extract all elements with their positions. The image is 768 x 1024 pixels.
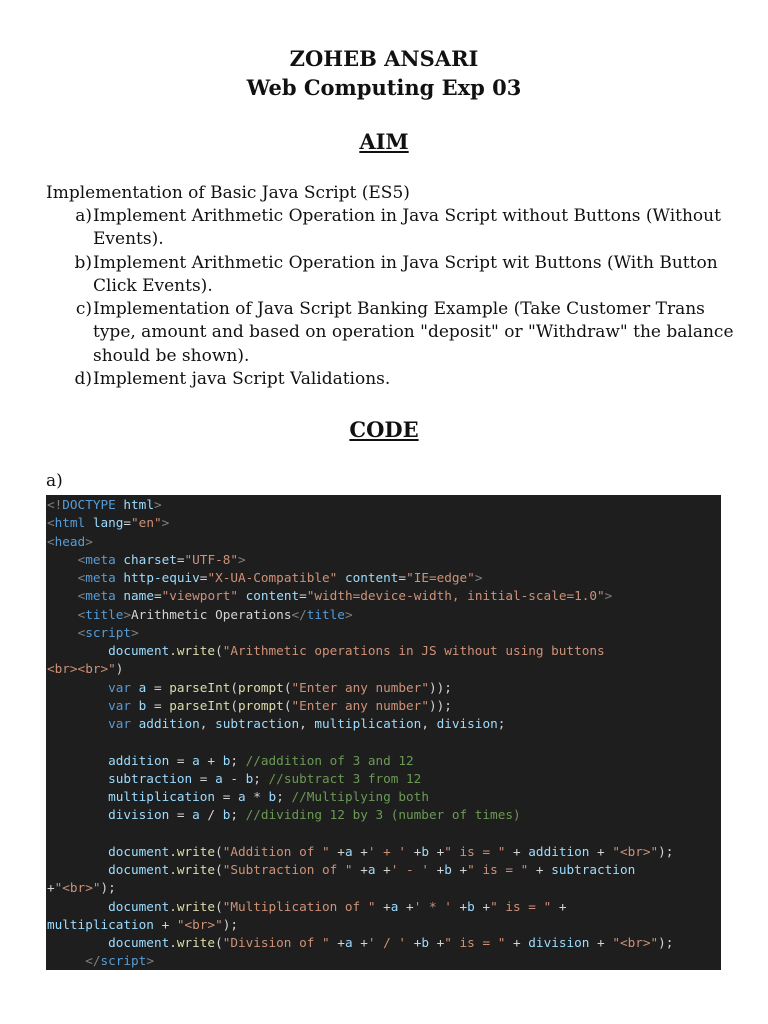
code-token: = [123,515,132,531]
code-token: + [352,843,368,859]
code-token: var [108,716,132,731]
code-token: . [169,643,177,658]
code-token: + [505,935,529,950]
code-token: . [169,898,177,914]
code-token: //subtract 3 from 12 [268,770,422,786]
code-token: document [108,843,170,859]
code-token [47,570,78,585]
code-token: "<br>" [612,935,659,950]
code-token: b [222,752,231,768]
code-token: meta [85,551,116,567]
code-token: * [245,789,269,804]
code-token: ; [253,770,269,786]
code-token [47,552,78,567]
code-token: > [604,588,613,604]
code-token [131,698,139,713]
code-line [47,533,721,551]
code-token: + [428,843,445,859]
code-token [47,935,108,950]
code-token: document [108,898,170,914]
code-token: ; [497,716,506,731]
code-token [131,716,139,731]
code-token: //addition of 3 and 12 [245,752,414,768]
code-token: addition [108,752,170,768]
code-token: "X-UA-Compatible" [207,570,338,585]
code-token: + [329,935,345,950]
code-token: write [176,935,216,950]
code-token: " is = " [467,862,529,877]
code-token: ( [215,643,223,658]
code-token: > [131,624,139,640]
code-token: "<br>" [612,843,659,859]
aim-item-marker: b) [74,252,92,273]
aim-item-marker: d) [74,369,92,390]
code-token: title [306,606,345,622]
code-token: "Arithmetic operations in JS without using buttons [222,643,605,658]
code-token: parseInt [169,679,231,695]
code-line [47,861,721,879]
code-token: < [77,551,86,567]
aim-item-text: Implement Arithmetic Operation in Java Script wit Buttons (With Button Click Events). [93,252,718,296]
code-token: / [199,807,223,823]
code-token [47,807,108,822]
code-token: + [47,880,55,896]
code-token: < [77,570,86,585]
code-token: < [77,606,86,622]
code-token: )); [428,697,452,713]
code-token: "Subtraction of " [222,862,353,877]
code-token: "Multiplication of " [222,898,376,914]
code-token: + [428,935,445,950]
code-token: meta [85,570,116,585]
code-token [47,771,108,786]
code-token: > [85,533,93,549]
code-token: , [421,716,437,731]
code-token: b [467,898,475,914]
code-token: ) [115,661,124,677]
code-token: > [146,953,154,969]
code-token: a [344,843,353,859]
code-token: = [398,570,407,585]
code-listing [46,495,721,970]
author-name: ZOHEB ANSARI [289,46,479,71]
code-token: a [138,679,147,695]
code-token: prompt [237,697,284,713]
code-token: division [528,935,590,950]
aim-item-a [46,205,736,252]
code-token: = [176,551,185,567]
code-token: b [245,770,254,786]
code-token: html [54,515,86,531]
code-token: var [108,679,132,695]
code-line [47,825,721,843]
code-token: write [176,843,216,859]
code-token: > [344,606,353,622]
code-token: b [421,843,429,859]
code-token: name [123,588,154,604]
code-token: > [474,570,483,585]
code-token: ( [215,935,223,950]
code-token: meta [85,588,116,604]
code-token [47,588,78,603]
code-token: + [352,862,368,877]
code-token: subtraction [551,862,636,877]
code-line [47,624,721,642]
code-token: Arithmetic Operations [131,606,292,622]
code-token: script [85,624,132,640]
code-token: . [169,935,177,950]
code-token: . [169,862,177,877]
code-token: + [551,898,567,914]
code-token: "viewport" [161,588,238,604]
code-token: prompt [237,679,284,695]
code-token [47,625,78,640]
code-token [47,753,108,768]
code-token: content [344,570,399,585]
code-token [85,515,93,530]
code-line [47,788,721,806]
code-token: ( [230,697,238,713]
code-token: addition [138,716,200,731]
code-token: division [108,807,170,823]
code-token: ); [658,843,674,859]
code-token: + [589,843,613,859]
code-line [47,679,721,697]
code-line [47,952,721,970]
code-line [47,660,721,678]
aim-item-text: Implement java Script Validations. [93,369,391,390]
code-token: write [176,643,216,658]
code-token: < [47,533,55,549]
code-token: lang [92,515,124,531]
code-line [47,916,721,934]
code-token: addition [528,843,590,859]
code-token: > [123,606,132,622]
code-token: "Enter any number" [291,697,429,713]
code-token [47,844,108,859]
code-line [47,642,721,660]
code-token: ( [230,679,238,695]
code-token: + [406,935,422,950]
code-token [47,698,108,713]
code-token: ; [230,807,246,823]
code-line [47,843,721,861]
code-token: = [146,697,170,713]
code-heading: CODE [349,417,419,442]
code-token: + [375,898,391,914]
code-token: + [153,916,177,932]
code-token: > [161,515,170,531]
code-token: division [436,716,498,731]
code-token: = [169,752,193,768]
code-token: document [108,935,170,950]
code-token: ' + ' [367,843,407,859]
code-sub-label: a) [46,471,63,491]
code-token: "Division of " [222,935,330,950]
code-token: </ [85,953,101,969]
code-token [238,588,246,603]
code-token: multiplication [314,716,422,731]
code-line [47,770,721,788]
code-token: ( [215,862,223,877]
code-token: + [451,898,468,914]
code-token: < [77,624,86,640]
code-token: a [367,862,376,877]
code-token: subtraction [215,716,300,731]
code-token: "UTF-8" [184,551,239,567]
code-token: "width=device-width, initial-scale=1.0" [306,588,605,604]
code-token [47,826,55,841]
code-token [47,643,108,658]
code-token: charset [123,551,177,567]
aim-item-marker: a) [75,206,92,226]
code-token: b [421,935,429,950]
code-token: a [192,752,200,768]
code-token: //Multiplying both [291,789,429,804]
code-token [337,570,345,585]
code-token [47,899,108,914]
code-token: = [299,588,307,604]
code-token: head [54,533,86,549]
code-token: multiplication [108,789,216,804]
code-token: = [192,770,216,786]
code-token: ( [283,697,292,713]
code-token: ( [283,679,292,695]
code-token: ' * ' [413,898,452,914]
code-token: <br><br>" [47,661,116,677]
code-token: = [146,679,170,695]
code-token: var [108,697,132,713]
code-token: )); [428,679,452,695]
code-token [47,734,55,749]
code-token: </ [291,606,307,622]
code-token: "IE=edge" [406,570,475,585]
code-token: + [199,752,223,768]
aim-item-c [46,298,736,368]
code-token: DOCTYPE [62,497,116,512]
code-token: "<br>" [54,880,101,896]
code-line [47,606,721,624]
code-line [47,697,721,715]
code-line [47,514,721,532]
code-token: write [176,862,216,877]
code-token: a [344,935,353,950]
code-token: , [299,716,315,731]
code-line [47,879,721,897]
code-line [47,733,721,751]
aim-item-text: Implementation of Java Script Banking Example (Take Customer Trans type, amount and based on operation "deposit" or "Withdraw" the balance should be shown). [93,299,734,366]
code-token [47,607,78,622]
code-token: > [238,551,246,567]
code-token: ( [215,898,223,914]
code-token: = [199,570,208,585]
code-line [47,569,721,587]
code-token: = [153,588,162,604]
code-token: parseInt [169,697,231,713]
code-token: document [108,643,170,658]
code-token: > [153,497,162,512]
code-token: + [406,843,422,859]
code-token [47,789,108,804]
code-token: <! [47,497,63,512]
code-screenshot [46,495,721,970]
code-token: ' - ' [390,862,429,877]
code-token: a [390,898,399,914]
code-token: + [451,862,468,877]
aim-list [46,205,736,391]
code-token: multiplication [47,916,154,932]
aim-item-b [46,252,736,299]
code-token: "Enter any number" [291,679,429,695]
code-token: //dividing 12 by 3 (number of times) [245,807,521,823]
code-token: write [176,898,216,914]
experiment-title: Web Computing Exp 03 [246,75,522,100]
code-line [47,752,721,770]
code-token: html [123,497,154,512]
code-token: b [138,697,147,713]
code-token: < [77,588,86,604]
code-line [47,806,721,824]
code-token: , [199,716,216,731]
code-token [47,716,108,731]
code-token: " is = " [490,898,552,914]
code-token: + [375,862,391,877]
code-token: a [237,789,246,804]
code-token: ; [230,752,246,768]
aim-item-text: Implement Arithmetic Operation in Java Script without Buttons (Without Events). [93,206,721,250]
code-token: script [100,953,147,969]
code-token: "en" [131,515,162,531]
code-line [47,934,721,952]
code-token: subtraction [108,770,193,786]
code-token: ); [222,916,238,932]
code-token: = [169,807,193,823]
code-token: + [352,935,368,950]
code-line [47,496,721,514]
code-token: + [589,935,613,950]
code-token: + [398,898,414,914]
aim-heading: AIM [359,129,409,154]
code-token: http-equiv [123,570,200,585]
code-token [47,862,108,877]
code-token: ); [100,880,116,896]
code-token: < [47,515,55,531]
code-token: " is = " [444,843,506,859]
code-token [131,680,139,695]
code-token: - [222,770,246,786]
code-token: " is = " [444,935,506,950]
code-token: = [215,789,238,804]
code-token: ; [276,789,292,804]
code-token: "<br>" [176,916,223,932]
code-token [47,953,85,968]
aim-item-d [46,368,736,391]
code-token: ); [658,935,674,950]
code-line [47,898,721,916]
code-token: + [329,843,345,859]
code-token: content [245,588,300,604]
aim-item-marker: c) [75,299,92,320]
code-token: ( [215,843,223,859]
code-token: document [108,862,170,877]
code-line [47,715,721,733]
code-token: + [428,862,445,877]
code-token: b [268,789,277,804]
code-token: + [474,898,491,914]
aim-intro: Implementation of Basic Java Script (ES5) [46,183,410,203]
code-token: ' / ' [367,935,407,950]
code-token: "Addition of " [222,843,330,859]
code-token [47,680,108,695]
code-token: + [505,843,529,859]
code-token: b [222,807,231,823]
code-token: . [169,843,177,859]
code-token: + [528,862,552,877]
code-token: a [192,807,200,823]
code-line [47,551,721,569]
code-token: title [85,606,124,622]
code-token: b [444,862,452,877]
code-token: a [215,770,223,786]
code-line [47,587,721,605]
